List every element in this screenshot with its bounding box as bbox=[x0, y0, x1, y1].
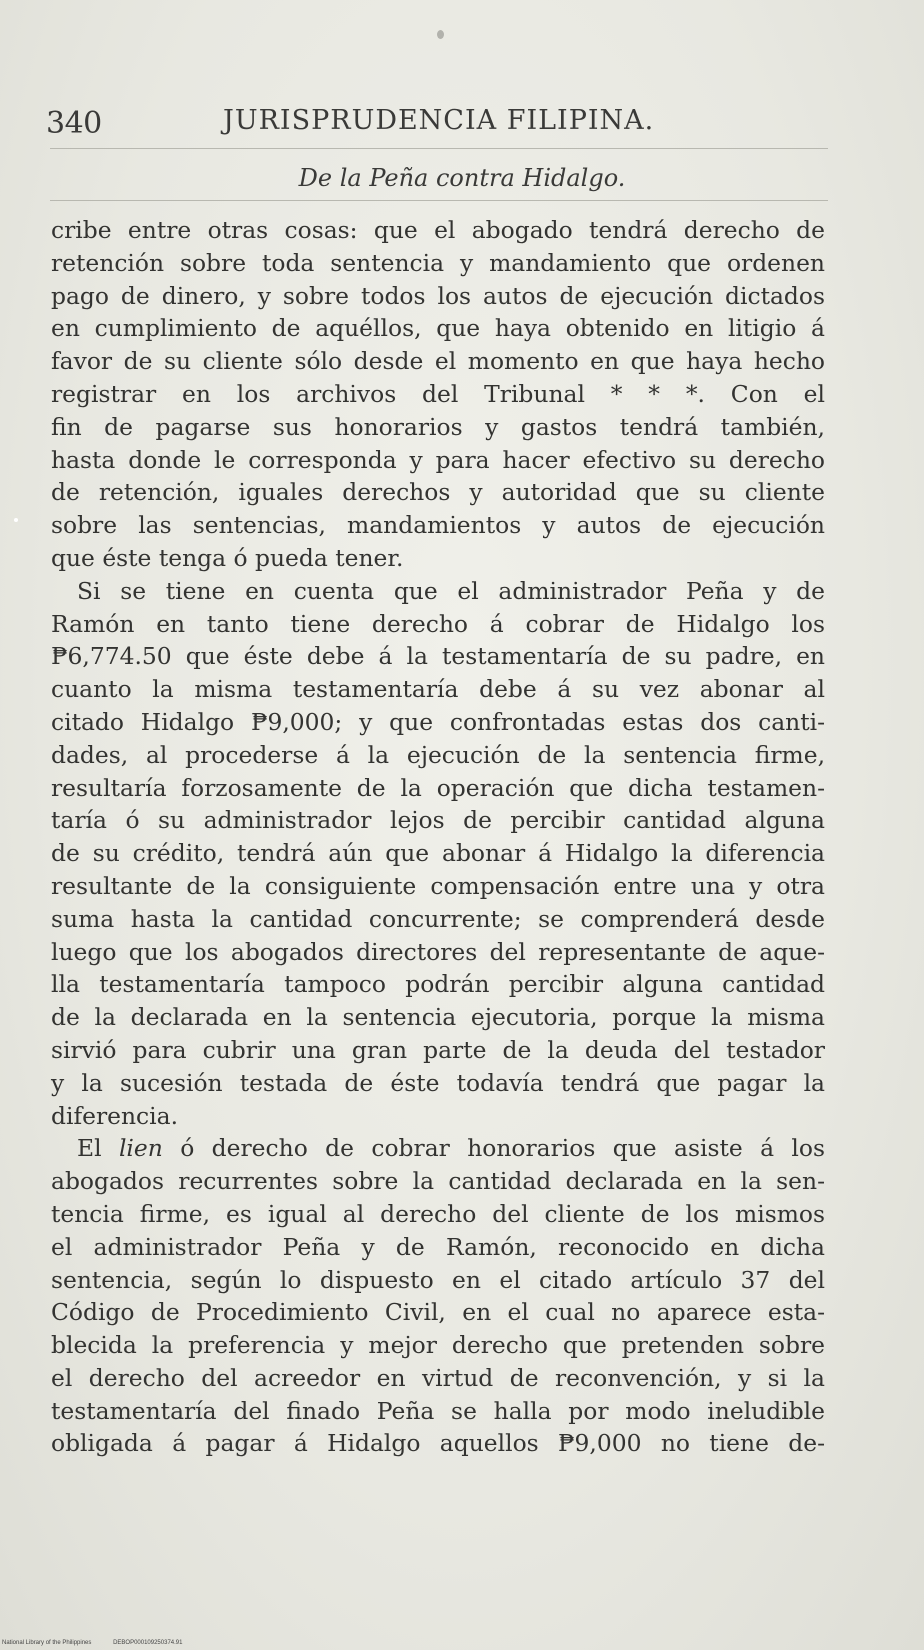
text-line: en cumplimiento de aquéllos, que haya obtenido en litigio á bbox=[51, 314, 825, 343]
running-title: JURISPRUDENCIA FILIPINA. bbox=[223, 105, 655, 136]
case-title-rule bbox=[50, 200, 828, 201]
text-line: registrar en los archivos del Tribunal * * *. Con el bbox=[51, 379, 825, 408]
page-number: 340 bbox=[46, 106, 102, 141]
text-line: de su crédito, tendrá aún que abonar á Hidalgo la diferencia bbox=[51, 839, 825, 868]
text-line: abogados recurrentes sobre la cantidad declarada en la sen- bbox=[51, 1167, 825, 1196]
case-title: De la Peña contra Hidalgo. bbox=[298, 164, 626, 192]
scan-identifier: DEBOP000109250374.91 bbox=[113, 1640, 183, 1646]
text-line: de retención, iguales derechos y autoridad que su cliente bbox=[51, 478, 825, 507]
text-line: hasta donde le corresponda y para hacer efectivo su derecho bbox=[51, 445, 825, 474]
text-line: tencia firme, es igual al derecho del cliente de los mismos bbox=[51, 1199, 825, 1228]
text-line: Ramón en tanto tiene derecho á cobrar de Hidalgo los bbox=[51, 609, 825, 638]
text-line: resultaría forzosamente de la operación que dicha testamen- bbox=[51, 773, 825, 802]
text-line: luego que los abogados directores del representante de aque- bbox=[51, 937, 825, 966]
scan-footer bbox=[2, 1640, 182, 1646]
text-line: de la declarada en la sentencia ejecutoria, porque la misma bbox=[51, 1003, 825, 1032]
header-rule bbox=[50, 148, 828, 149]
text-line: ₱6,774.50 que éste debe á la testamentaría de su padre, en bbox=[51, 642, 825, 671]
text-line: el derecho del acreedor en virtud de reconvención, y si la bbox=[51, 1363, 825, 1392]
body-text bbox=[51, 214, 825, 1460]
text-line: diferencia. bbox=[51, 1101, 179, 1130]
text-line: taría ó su administrador lejos de percibir cantidad alguna bbox=[51, 806, 825, 835]
text-line: retención sobre toda sentencia y mandamiento que ordenen bbox=[51, 248, 825, 277]
paragraph-start: Si se tiene en cuenta que el administrador Peña y de bbox=[77, 576, 825, 605]
text-line: Código de Procedimiento Civil, en el cual no aparece esta- bbox=[51, 1298, 825, 1327]
library-credit: National Library of the Philippines bbox=[2, 1640, 92, 1646]
text-line: suma hasta la cantidad concurrente; se comprenderá desde bbox=[51, 904, 825, 933]
text-line: el administrador Peña y de Ramón, reconocido en dicha bbox=[51, 1232, 825, 1261]
text-line: y la sucesión testada de éste todavía tendrá que pagar la bbox=[51, 1068, 825, 1097]
text-line: cribe entre otras cosas: que el abogado tendrá derecho de bbox=[51, 216, 825, 244]
paragraph-start: El lien ó derecho de cobrar honorarios que asiste á los bbox=[77, 1134, 825, 1163]
text-line: sobre las sentencias, mandamientos y autos de ejecución bbox=[51, 511, 825, 540]
text-line: obligada á pagar á Hidalgo aquellos ₱9,000 no tiene de- bbox=[51, 1429, 825, 1458]
text-line: blecida la preferencia y mejor derecho que pretenden sobre bbox=[51, 1331, 825, 1360]
text-line: que éste tenga ó pueda tener. bbox=[51, 543, 404, 572]
text-line: sirvió para cubrir una gran parte de la deuda del testador bbox=[51, 1035, 825, 1064]
text-line: citado Hidalgo ₱9,000; y que confrontadas estas dos canti- bbox=[51, 707, 825, 736]
text-line: pago de dinero, y sobre todos los autos de ejecución dictados bbox=[51, 281, 825, 310]
text-line: resultante de la consiguiente compensación entre una y otra bbox=[51, 871, 825, 900]
text-line: dades, al procederse á la ejecución de la sentencia firme, bbox=[51, 740, 825, 769]
text-line: cuanto la misma testamentaría debe á su vez abonar al bbox=[51, 675, 825, 704]
scan-artifact bbox=[14, 518, 18, 522]
text-line: testamentaría del finado Peña se halla por modo ineludible bbox=[51, 1396, 825, 1425]
text-line: sentencia, según lo dispuesto en el citado artículo 37 del bbox=[51, 1265, 825, 1294]
italic-term: lien bbox=[118, 1134, 163, 1163]
text-line: lla testamentaría tampoco podrán percibir alguna cantidad bbox=[51, 970, 825, 999]
text-line: fin de pagarse sus honorarios y gastos tendrá también, bbox=[51, 412, 825, 441]
ink-speck bbox=[437, 30, 444, 39]
text-line: favor de su cliente sólo desde el momento en que haya hecho bbox=[51, 347, 825, 376]
